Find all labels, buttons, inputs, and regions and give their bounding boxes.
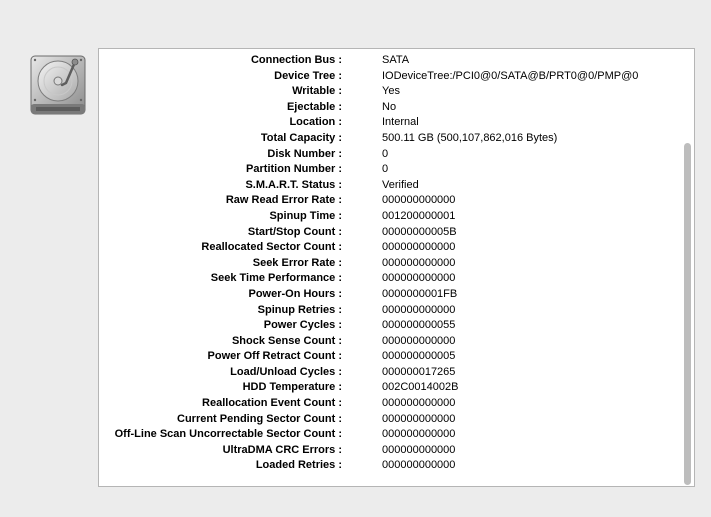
property-row — [99, 69, 679, 85]
property-value[interactable]: 000000000055 — [382, 319, 456, 332]
property-row — [99, 225, 679, 241]
property-row — [99, 256, 679, 272]
property-row — [99, 287, 679, 303]
property-value[interactable]: 000000017265 — [382, 365, 456, 378]
property-value[interactable]: 000000000005 — [382, 350, 456, 363]
property-row — [99, 100, 679, 116]
property-value[interactable]: Verified — [382, 178, 419, 191]
property-label: Power Cycles : — [263, 319, 342, 332]
property-row — [99, 147, 679, 163]
scroll-thumb[interactable] — [684, 143, 691, 485]
property-label: Seek Time Performance : — [210, 272, 342, 285]
property-row — [99, 84, 679, 100]
property-label: Current Pending Sector Count : — [177, 412, 342, 425]
property-value[interactable]: 000000000000 — [382, 428, 456, 441]
property-label: Shock Sense Count : — [231, 334, 342, 347]
hard-disk-icon — [28, 54, 88, 116]
property-value[interactable]: 000000000000 — [382, 443, 456, 456]
property-row — [99, 271, 679, 287]
property-value[interactable]: 000000000000 — [382, 256, 456, 269]
property-label: Total Capacity : — [260, 131, 342, 144]
property-value[interactable]: 0000000001FB — [382, 287, 458, 300]
property-value[interactable]: 002C0014002B — [382, 381, 459, 394]
property-label: S.M.A.R.T. Status : — [245, 178, 342, 191]
property-value[interactable]: 000000000000 — [382, 459, 456, 472]
property-value[interactable]: 000000000000 — [382, 412, 456, 425]
property-label: Off-Line Scan Uncorrectable Sector Count : — [114, 428, 342, 441]
property-row — [99, 303, 679, 319]
property-value[interactable]: No — [382, 100, 397, 113]
property-label: Spinup Retries : — [257, 303, 342, 316]
property-label: HDD Temperature : — [242, 381, 342, 394]
property-label: Load/Unload Cycles : — [230, 365, 342, 378]
property-label: Reallocated Sector Count : — [201, 241, 342, 254]
property-row — [99, 427, 679, 443]
properties-list — [99, 53, 679, 474]
property-label: Ejectable : — [286, 100, 342, 113]
property-row — [99, 365, 679, 381]
property-value[interactable]: 001200000001 — [382, 209, 456, 222]
property-value[interactable]: SATA — [382, 54, 410, 66]
property-label: Location : — [289, 116, 342, 129]
property-label: Spinup Time : — [269, 209, 342, 222]
property-row — [99, 209, 679, 225]
property-label: Seek Error Rate : — [252, 256, 342, 269]
property-value[interactable]: 000000000000 — [382, 272, 456, 285]
property-row — [99, 240, 679, 256]
property-value[interactable]: 0 — [382, 163, 389, 176]
property-label: Start/Stop Count : — [247, 225, 342, 238]
property-row — [99, 412, 679, 428]
property-label: Writable : — [292, 85, 342, 98]
property-label: Disk Number : — [267, 147, 342, 160]
property-value[interactable]: Internal — [382, 116, 419, 129]
property-value[interactable]: 000000000000 — [382, 241, 456, 254]
property-value[interactable]: Yes — [382, 85, 400, 98]
property-value[interactable]: IODeviceTree:/PCI0@0/SATA@B/PRT0@0/PMP@0 — [382, 69, 639, 82]
property-row — [99, 334, 679, 350]
property-label: Reallocation Event Count : — [202, 397, 342, 410]
property-row — [99, 53, 679, 69]
property-row — [99, 193, 679, 209]
property-label: Loaded Retries : — [255, 459, 342, 472]
property-row — [99, 162, 679, 178]
property-value[interactable]: 00000000005B — [382, 225, 457, 238]
property-value[interactable]: 000000000000 — [382, 194, 456, 207]
property-row — [99, 396, 679, 412]
property-value[interactable]: 000000000000 — [382, 303, 456, 316]
property-row — [99, 443, 679, 459]
property-row — [99, 178, 679, 194]
property-row — [99, 318, 679, 334]
property-label: Power-On Hours : — [248, 287, 342, 300]
property-label: Power Off Retract Count : — [207, 350, 342, 363]
property-row — [99, 115, 679, 131]
property-row — [99, 349, 679, 365]
property-row — [99, 131, 679, 147]
property-label: Raw Read Error Rate : — [225, 194, 342, 207]
property-value[interactable]: 000000000000 — [382, 334, 456, 347]
property-row — [99, 380, 679, 396]
property-row — [99, 458, 679, 474]
property-value[interactable]: 500.11 GB (500,107,862,016 Bytes) — [382, 131, 558, 144]
vertical-scrollbar[interactable] — [683, 53, 692, 483]
property-label: Partition Number : — [246, 163, 342, 176]
disk-properties-panel[interactable] — [98, 48, 695, 487]
property-label: Device Tree : — [274, 69, 342, 82]
property-value[interactable]: 000000000000 — [382, 397, 456, 410]
property-label: UltraDMA CRC Errors : — [222, 443, 342, 456]
property-value[interactable]: 0 — [382, 147, 389, 160]
property-label: Connection Bus : — [250, 54, 342, 66]
